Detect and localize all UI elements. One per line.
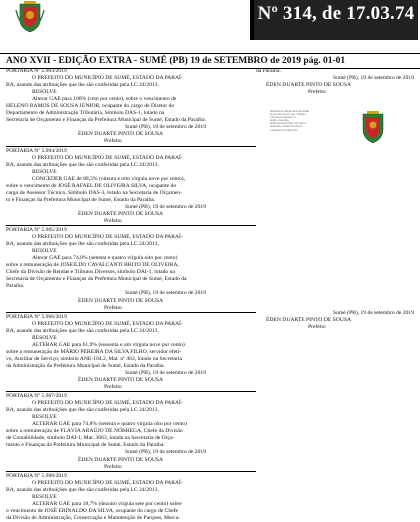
text-line: HELENO RAMOS DE SOUSA JÚNIOR, ocupante do cargo de Diretor do — [6, 103, 175, 110]
text-line: mento e Finanças da Prefeitura Municipal de Sumé, Estado da Paraíba. — [6, 442, 165, 449]
text-line: sobre a remuneração de MÁRIO PEREIRA DA SILVA FILHO, servidor efeti- — [6, 348, 182, 355]
text-line: O PREFEITO DO MUNICÍPIO DE SUMÉ, ESTADO DA PARAÍ- — [32, 154, 183, 161]
text-line: da Divisão de Administração, Conservação e Manutenção de Parques, Merca- — [6, 514, 181, 521]
signature-role: Prefeito — [104, 463, 122, 470]
text-line: Chefe da Divisão de Rendas e Tributos Diversos, símbolo DAI-1, lotado na — [6, 269, 175, 276]
portaria-title: PORTARIA Nº 5.906/2019 — [6, 312, 256, 321]
resolve-line: RESOLVE — [32, 334, 57, 341]
portaria-block — [6, 391, 256, 471]
portaria-block — [6, 225, 256, 312]
portaria-title: PORTARIA Nº 5.905/2019 — [6, 225, 256, 234]
info-line: SUMÉ · PARAÍBA — [270, 119, 289, 123]
text-line: BA, usando das atribuições que lhe são conferidas pela LC 24/2013, — [6, 241, 159, 248]
text-line: BA, usando das atribuições que lhe são conferidas pela LC 24/2013, — [6, 82, 159, 89]
info-line: RUA LUIZ GRANT, 300 · CENTRO — [270, 113, 306, 117]
text-line: Secretaria de Orçamento e Finanças da Prefeitura Municipal de Sumé, Estado da Paraíba. — [6, 117, 207, 124]
coat-of-arms-small-icon — [358, 110, 388, 146]
text-line: Departamento de Administração Tributária, Símbolo DAS-1, lotado na — [6, 110, 165, 117]
portaria-title: PORTARIA Nº 5.908/2019 — [6, 471, 256, 480]
portaria-block — [6, 312, 256, 392]
signature-date: Sumé (PB), 19 de setembro de 2019 — [333, 310, 414, 316]
portaria-title: PORTARIA Nº 5.904/2019 — [6, 146, 256, 155]
signature-name: ÉDEN DUARTE PINTO DE SOUSA — [78, 456, 164, 463]
text-line: da Paraíba. — [256, 68, 281, 74]
law-number-box — [250, 0, 418, 40]
resolve-line: RESOLVE — [32, 493, 57, 500]
portaria-title: PORTARIA Nº 5.903/2019 — [6, 68, 67, 74]
right-column — [256, 68, 416, 96]
info-line: PREFEITURA MUNICIPAL DE SUMÉ — [270, 110, 309, 113]
text-line: ALTERAR GAE para 74,8% (setenta e quatro vírgula oito por cento) — [32, 421, 187, 428]
portaria-block — [6, 471, 256, 522]
signature-role: Prefeito — [104, 304, 122, 311]
right-column-signature-2 — [256, 310, 416, 331]
signature-role: Prefeito — [104, 138, 122, 145]
coat-of-arms-icon — [14, 0, 46, 34]
text-line: Secretaria de Orçamento e Finanças da Prefeitura Municipal de Sumé, Estado da — [6, 276, 187, 283]
edition-bar — [0, 53, 420, 69]
signature-date: Sumé (PB), 19 de setembro de 2019 — [333, 75, 414, 82]
signature-name: ÉDEN DUARTE PINTO DE SOUSA — [78, 131, 164, 138]
resolve-line: RESOLVE — [32, 168, 57, 175]
signature-role: Prefeito — [104, 217, 122, 224]
signature-name: ÉDEN DUARTE PINTO DE SOUSA — [78, 377, 164, 384]
text-line: ALTERAR GAE para 18,7% (dezoito vírgula sete por cento) sobre — [32, 500, 182, 507]
text-line: ALTERAR GAE para 61,9% (sessenta e um vírgula nove por cento) — [32, 341, 185, 348]
signature-role: Prefeito — [308, 89, 326, 96]
text-line: BA, usando das atribuições que lhe são conferidas pela LC 24/2013, — [6, 327, 159, 334]
text-line: O PREFEITO DO MUNICÍPIO DE SUMÉ, ESTADO DA PARAÍ- — [32, 400, 183, 407]
text-line: o vencimento de JOSÉ ERINALDO DA SILVA, ocupante do cargo de Chefe — [6, 507, 179, 514]
signature-role: Prefeito — [308, 324, 326, 331]
resolve-line: RESOLVE — [32, 89, 57, 96]
edition-line: ANO XVII - EDIÇÃO EXTRA - SUMÉ (PB) 19 de SETEMBRO de 2019 pág. 01-01 — [6, 56, 346, 66]
portaria-block — [6, 146, 256, 226]
info-line: GABINETE DO PREFEITO — [270, 128, 298, 132]
signature-date: Sumé (PB), 19 de setembro de 2019 — [125, 369, 206, 376]
resolve-line: RESOLVE — [32, 248, 57, 255]
publisher-text — [270, 110, 348, 132]
signature-date: Sumé (PB), 19 de setembro de 2019 — [125, 449, 206, 456]
signature-name: ÉDEN DUARTE PINTO DE SOUSA — [78, 210, 164, 217]
text-line: BA, usando das atribuições que lhe são conferidas pela LC 24/2013, — [6, 407, 159, 414]
text-line: vo, Auxiliar de Serviço, símbolo ANE-104.2, Mat. nº 463, lotado na Secretaria — [6, 355, 182, 362]
info-line: ÉDEN DUARTE PINTO DE SOUSA — [270, 122, 307, 126]
resolve-line: RESOLVE — [32, 414, 57, 421]
portaria-title: PORTARIA Nº 5.907/2019 — [6, 391, 256, 400]
signature-date: Sumé (PB), 19 de setembro de 2019 — [125, 203, 206, 210]
text-line: O PREFEITO DO MUNICÍPIO DE SUMÉ, ESTADO DA PARAÍ- — [32, 234, 183, 241]
text-line: O PREFEITO DO MUNICÍPIO DE SUMÉ, ESTADO DA PARAÍ- — [32, 479, 183, 486]
text-line: to e Finanças da Prefeitura Municipal de Sumé, Estado da Paraíba. — [6, 196, 156, 203]
left-column — [6, 68, 256, 522]
text-line: CONCEDER GAE de 88,5% (oitenta e oito vírgula nove por cento), — [32, 175, 186, 182]
law-number: Nº 314, de 17.03.74 — [257, 3, 415, 24]
publisher-info — [270, 110, 410, 160]
text-line: da Administração da Prefeitura Municipal de Sumé, Estado da Paraíba. — [6, 362, 165, 369]
text-line: BA, usando das atribuições que lhe são conferidas pela LC 24/2013, — [6, 161, 159, 168]
text-line: sobre o vencimento de JOSÉ RAFAEL DE OLIVEIRA SILVA, ocupante do — [6, 182, 177, 189]
signature-name: ÉDEN DUARTE PINTO DE SOUSA — [78, 297, 164, 304]
text-line: O PREFEITO DO MUNICÍPIO DE SUMÉ, ESTADO DA PARAÍ- — [32, 320, 183, 327]
info-line: PREFEITO CONSTITUCIONAL — [270, 125, 303, 129]
portaria-block — [6, 68, 256, 146]
text-line: sobre a remuneração de JOSEILDO CAVALCANTI BRITO DE OLIVEIRA, — [6, 262, 179, 269]
signature-name: ÉDEN DUARTE PINTO DE SOUSA — [266, 82, 352, 89]
text-line: Paraíba. — [6, 283, 25, 290]
text-line: BA, usando das atribuições que lhe são conferidas pela LC 24/2013, — [6, 486, 159, 493]
signature-name: ÉDEN DUARTE PINTO DE SOUSA — [266, 317, 352, 324]
text-line: Alterar GAE para 100% (cem por cento), sobre o vencimento de — [32, 96, 177, 103]
signature-date: Sumé (PB), 19 de setembro de 2019 — [125, 124, 206, 131]
info-line: CNPJ 09.073.628/0001-91 — [270, 116, 296, 120]
text-line: sobre a remuneração de FLÁVIA ARAÚJO DE NÓBREGA, Chefe da Divisão — [6, 428, 183, 435]
text-line: O PREFEITO DO MUNICÍPIO DE SUMÉ, ESTADO DA PARAÍ- — [32, 75, 183, 82]
signature-date: Sumé (PB), 19 de setembro de 2019 — [125, 290, 206, 297]
text-line: Alterar GAE para 74,8% (setenta e quatro vírgula oito por cento) — [32, 255, 178, 262]
text-line: cargo de Assessor Técnico, Símbolo DAS-3, lotado na Secretaria de Orçamen- — [6, 189, 182, 196]
masthead — [0, 0, 420, 48]
text-line: de Contabilidade, símbolo DAI-1, Mat. 3663, lotada na Secretaria de Orça- — [6, 435, 175, 442]
signature-role: Prefeito — [104, 384, 122, 391]
